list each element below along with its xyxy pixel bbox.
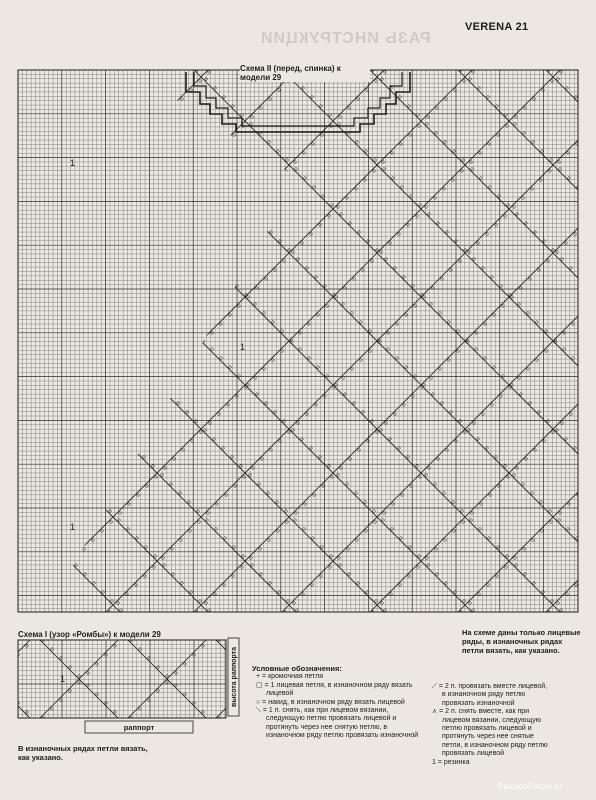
chart-schema-2-grid <box>18 70 578 612</box>
rapport-label: раппорт <box>123 723 155 732</box>
legend-item-edge: + = кромочная петля <box>256 673 323 681</box>
rapport-height-label: высота раппорта <box>231 647 238 707</box>
chart-schema-1 <box>0 630 250 740</box>
note-right: На схеме даны только лицевые ряды, в изнаночных рядах петли вязать, как указано. <box>462 628 581 655</box>
page-header: VERENA 21 <box>465 21 529 33</box>
legend-item-double-dec: ⋏ = 2 п. снять вместе, как при лицевом вязании, следующую петлю провязать лицевой и протянуть через нее снятые петли, в изнаночном ряду петлю провязать лицевой <box>432 708 548 758</box>
note-left: В изнаночных рядах петли вязать, как указано. <box>18 744 148 762</box>
chart-schema-1-title: Схема I (узор «Ромбы») к модели 29 <box>18 630 161 639</box>
legend-title: Условные обозначения: <box>252 664 342 673</box>
chart-schema-2-diamond-lines <box>0 69 596 614</box>
chart-schema-1-row-mark: 1 <box>60 674 66 684</box>
row-mark-3: 1 <box>70 522 76 532</box>
legend-continued <box>428 683 548 767</box>
legend-item-knit: ▢ = 1 лицевая петля, в изнаночном ряду вязать лицевой <box>256 681 413 698</box>
legend <box>252 665 422 741</box>
legend-item-k2tog: ⟋ = 2 п. провязать вместе лицевой, в изнаночном ряду петлю провязать изнаночной <box>432 683 548 707</box>
row-mark-1: 1 <box>70 158 76 168</box>
legend-item-yarnover: ○ = накид, в изнаночном ряду вязать лицевой <box>256 698 405 706</box>
legend-item-rib: 1 = резинка <box>432 758 470 766</box>
bleed-through-text: РАЗЬ ИНСТРУКЦИИ <box>260 30 431 47</box>
legend-item-skp: ⟍ = 1 п. снять, как при лицевом вязании, следующую петлю провязать лицевой и протянуть через нее снятую петлю, в изнаночном ряду петлю провязать изнаночной <box>256 707 419 740</box>
chart-schema-2-title: Схема II (перед, спинка) к модели 29 <box>240 64 370 82</box>
chart-schema-1-diamond-lines <box>0 639 250 720</box>
watermark: PassionForum.ru <box>498 782 562 791</box>
row-mark-2: 1 <box>240 342 246 352</box>
